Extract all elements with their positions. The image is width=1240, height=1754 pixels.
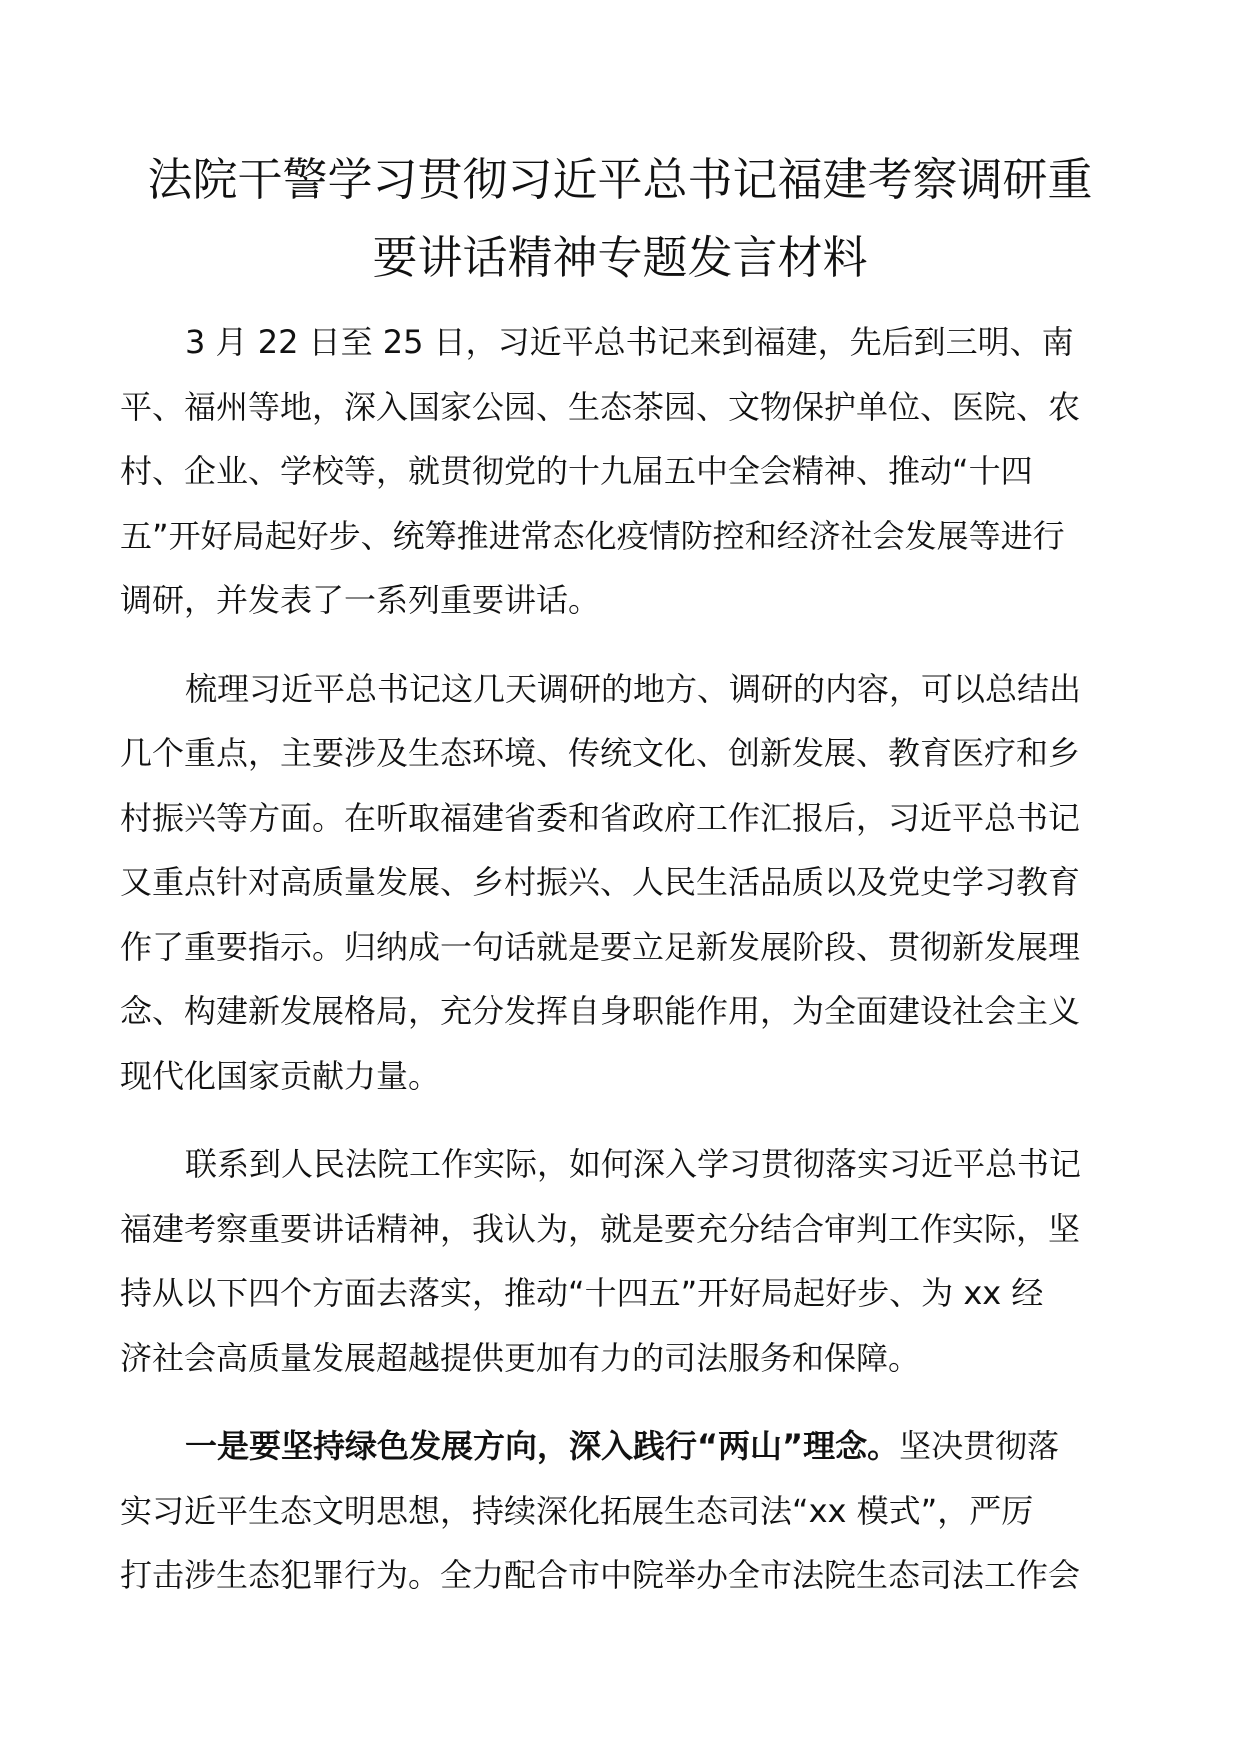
- paragraph-spacer: [120, 633, 1120, 657]
- paragraph-line: 3 月 22 日至 25 日，习近平总书记来到福建，先后到三明、南: [185, 323, 1074, 361]
- paragraph-heading-rest: 坚决贯彻落: [899, 1427, 1060, 1465]
- document-title-line-2: 要讲话精神专题发言材料: [372, 231, 868, 284]
- paragraph-line: 作了重要指示。归纳成一句话就是要立足新发展阶段、贯彻新发展理: [120, 927, 1081, 966]
- paragraph-line: 五”开好局起好步、统筹推进常态化疫情防控和经济社会发展等进行: [120, 516, 1065, 555]
- document-title-line-1: 法院干警学习贯彻习近平总书记福建考察调研重: [147, 153, 1093, 206]
- paragraph-line: 现代化国家贡献力量。: [120, 1056, 441, 1095]
- paragraph-line: 平、福州等地，深入国家公园、生态茶园、文物保护单位、医院、农: [120, 387, 1081, 426]
- paragraph-3: [120, 1132, 1120, 1390]
- paragraph-2: [120, 657, 1120, 1109]
- paragraph-line: 调研，并发表了一系列重要讲话。: [120, 581, 601, 619]
- paragraph-heading-bold: 一是要坚持绿色发展方向，深入践行“两山”理念。: [185, 1427, 900, 1465]
- paragraph-spacer: [120, 1108, 1120, 1132]
- paragraph-line: 联系到人民法院工作实际，如何深入学习贯彻落实习近平总书记: [185, 1145, 1082, 1183]
- paragraph-line: 村、企业、学校等，就贯彻党的十九届五中全会精神、推动“十四: [120, 452, 1033, 490]
- paragraph-line: 持从以下四个方面去落实，推动“十四五”开好局起好步、为 xx 经: [120, 1274, 1044, 1312]
- paragraph-line: 济社会高质量发展超越提供更加有力的司法服务和保障。: [120, 1338, 921, 1377]
- paragraph-4: [120, 1414, 1120, 1608]
- paragraph-1: [120, 310, 1120, 633]
- paragraph-line: 实习近平生态文明思想，持续深化拓展生态司法“xx 模式”，严厉: [120, 1491, 1034, 1530]
- paragraph-line: 村振兴等方面。在听取福建省委和省政府工作汇报后，习近平总书记: [120, 798, 1081, 837]
- paragraph-spacer: [120, 1390, 1120, 1414]
- paragraph-line: 福建考察重要讲话精神，我认为，就是要充分结合审判工作实际，坚: [120, 1209, 1081, 1248]
- paragraph-line: 几个重点，主要涉及生态环境、传统文化、创新发展、教育医疗和乡: [120, 734, 1081, 772]
- document-body: [120, 310, 1120, 1608]
- paragraph-line: 梳理习近平总书记这几天调研的地方、调研的内容，可以总结出: [185, 669, 1082, 708]
- paragraph-line: 又重点针对高质量发展、乡村振兴、人民生活品质以及党史学习教育: [120, 863, 1081, 901]
- paragraph-line: 念、构建新发展格局，充分发挥自身职能作用，为全面建设社会主义: [120, 992, 1081, 1030]
- paragraph-line: 打击涉生态犯罪行为。全力配合市中院举办全市法院生态司法工作会: [120, 1556, 1081, 1594]
- paragraph-line-first: [120, 1414, 1120, 1479]
